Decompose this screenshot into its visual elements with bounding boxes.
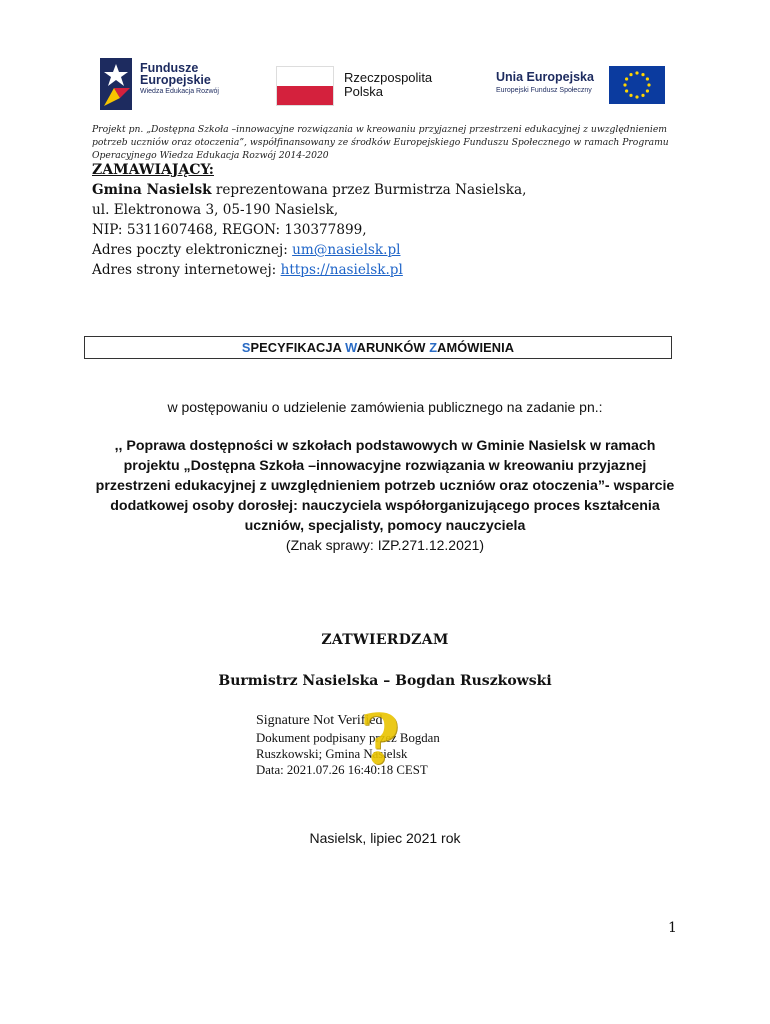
spec-word-3: AMÓWIENIA [437, 340, 515, 355]
signature-line1: Dokument podpisany przez Bogdan [256, 731, 440, 745]
orderer-block [92, 160, 692, 280]
fe-logo-line3: Wiedza Edukacja Rozwój [140, 88, 219, 95]
case-number: (Znak sprawy: IZP.271.12.2021) [285, 537, 485, 553]
rzeczpospolita-polska-logo [276, 66, 476, 106]
polish-flag-icon [276, 66, 334, 106]
fundusze-europejskie-logo [100, 58, 240, 112]
www-label: Adres strony internetowej: [92, 262, 281, 278]
signature-unverified-icon: ? [360, 700, 400, 780]
place-date: Nasielsk, lipiec 2021 rok [309, 830, 461, 846]
rp-logo-line1: Rzeczpospolita [344, 70, 433, 85]
orderer-name-line [92, 180, 692, 200]
ue-logo-line2: Europejski Fundusz Społeczny [496, 87, 592, 94]
unia-europejska-logo [496, 66, 668, 106]
orderer-name: Gmina Nasielsk [92, 182, 212, 198]
www-link[interactable]: https://nasielsk.pl [280, 262, 403, 278]
orderer-email-line [92, 240, 692, 260]
orderer-ids: NIP: 5311607468, REGON: 130377899, [92, 222, 367, 238]
orderer-address: ul. Elektronowa 3, 05-190 Nasielsk, [92, 202, 339, 218]
spec-word-2: ARUNKÓW [356, 340, 430, 355]
procedure-intro: w postępowaniu o udzielenie zamówienia publicznego na zadanie pn.: [167, 399, 603, 415]
signature-status: Signature Not Verified [256, 713, 383, 728]
orderer-represented: reprezentowana przez Burmistrza Nasielska, [211, 182, 527, 198]
mayor-line: Burmistrz Nasielska – Bogdan Ruszkowski [218, 673, 552, 689]
fe-logo-line2: Europejskie [140, 73, 211, 87]
ue-logo-line1: Unia Europejska [496, 70, 594, 84]
project-note: Projekt pn. „Dostępna Szkoła –innowacyjne rozwiązania w kreowaniu przyjaznej przestrzeni edukacyjnej z uwzględnieniem potrzeb uczniów oraz otoczenia”, współfinansowany ze środków Europejskiego Funduszu Społecznego w ramach Programu Operacyjnego Wiedza Edukacja Rozwój 2014-2020 [92, 124, 669, 161]
fe-logo-line1: Fundusze [140, 61, 199, 75]
rp-logo-line2: Polska [344, 84, 384, 99]
approval-heading: ZATWIERDZAM [321, 632, 449, 648]
spec-letter-w: W [345, 340, 357, 355]
spec-word-1: PECYFIKACJA [250, 340, 346, 355]
fe-star-icon [100, 58, 136, 112]
spec-title-box [84, 336, 672, 359]
spec-letter-s: S [241, 340, 251, 355]
orderer-heading: ZAMAWIAJĄCY: [92, 162, 214, 178]
signature-line3: Data: 2021.07.26 16:40:18 CEST [256, 763, 428, 777]
task-title: ,, Poprawa dostępności w szkołach podstawowych w Gminie Nasielsk w ramach projektu „Dostępna Szkoła –innowacyjne rozwiązania w kreowaniu przyjaznej przestrzeni edukacyjnej z uwzględnieniem potrzeb uczniów oraz otoczenia”- wsparcie dodatkowej osoby dorosłej: nauczyciela współorganizującego proces kształcenia uczniów, specjalisty, pomocy nauczyciela [95, 438, 675, 534]
page-number: 1 [668, 920, 677, 936]
eu-flag-icon [609, 66, 665, 104]
orderer-www-line [92, 260, 692, 280]
spec-letter-z: Z [429, 340, 438, 355]
email-link[interactable]: um@nasielsk.pl [292, 242, 401, 258]
email-label: Adres poczty elektronicznej: [92, 242, 293, 258]
signature-line2: Ruszkowski; Gmina Nasielsk [256, 747, 408, 761]
